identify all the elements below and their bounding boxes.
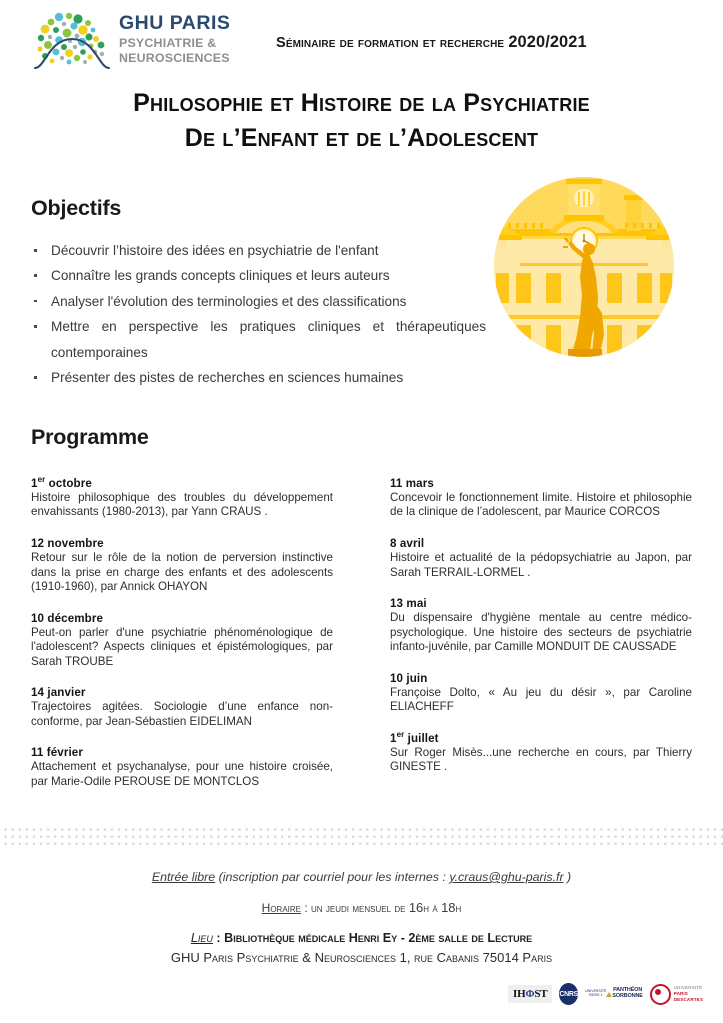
programme-entry-description: Histoire philosophique des troubles du développement envahissants (1980-2013), par Yann CRAUS . (31, 490, 333, 519)
horaire-text-b: à (429, 901, 442, 915)
poster-header (0, 0, 723, 82)
programme-entry (31, 744, 333, 789)
programme-entry-date: 8 avril (390, 536, 425, 550)
programme-entry-date: 12 novembre (31, 536, 104, 550)
entree-libre-label: Entrée libre (151, 870, 216, 884)
descartes-line2: PARIS (673, 991, 688, 997)
sainte-anne-building-photo (494, 177, 674, 357)
page-title-line2: De l’Enfant et de l’Adolescent (184, 124, 539, 152)
partner-logos (508, 979, 703, 1009)
programme-entry-description: Peut-on parler d'une psychiatrie phénoménologique de l'adolescent? Aspects cliniques et épistémologiques, par Sarah TROUBE (31, 625, 333, 668)
logo-subtitle-line2: NEUROSCIENCES (119, 51, 230, 66)
descartes-wordmark (674, 985, 703, 1003)
horaire-start-h: h (423, 901, 430, 915)
list-item: Présenter des pistes de recherches en sciences humaines (31, 365, 486, 390)
entree-text-after: ) (563, 870, 572, 884)
ihpst-label-b: ST (534, 988, 548, 1000)
list-item: Analyser l'évolution des terminologies et des classifications (31, 289, 486, 314)
programme-entry-description: Attachement et psychanalyse, pour une histoire croisée, par Marie-Odile PEROUSE DE MONTCLOS (31, 760, 333, 788)
cnrs-label: CNRS (559, 990, 579, 998)
programme-entry (390, 595, 692, 655)
logo-title: GHU PARIS (119, 12, 231, 34)
footer-address: GHU Paris Psychiatrie & Neurosciences 1, rue Cabanis 75014 Paris (170, 950, 553, 965)
logo-subtitle (119, 36, 249, 65)
programme-heading: Programme (31, 425, 149, 449)
programme-entry (390, 535, 692, 580)
seminar-line (276, 33, 696, 52)
programme-entry (31, 535, 333, 595)
footer-lieu-line (0, 931, 723, 945)
ghu-paris-logo (33, 11, 245, 75)
entree-text-before: (inscription par courriel pour les internes : (215, 870, 450, 884)
programme-entry-date: 11 mars (390, 476, 434, 490)
programme-entry (31, 475, 333, 520)
footer-entree-line (0, 870, 723, 884)
descartes-line1: UNIVERSITÉ (673, 985, 703, 991)
programme-entry (390, 475, 692, 520)
ghu-logo-wordmark (119, 13, 249, 66)
contact-email-link[interactable]: y.craus@ghu-paris.fr (449, 870, 564, 884)
horaire-text-a: un jeudi mensuel de (311, 901, 409, 915)
ghu-dots-curve-icon (33, 11, 111, 73)
lieu-label: Lieu (190, 931, 213, 945)
programme-entry-description: Françoise Dolto, « Au jeu du désir », par Caroline ELIACHEFF (390, 685, 692, 714)
seminar-label: Séminaire de formation et recherche (276, 35, 509, 51)
lieu-value: Bibliothèque médicale Henri Ey - 2ème salle de Lecture (224, 931, 533, 945)
page-title (0, 86, 723, 156)
sorbonne-main-label: PANTHÉON SORBONNE (612, 987, 643, 999)
list-item: Mettre en perspective les pratiques cliniques et thérapeutiques contemporaines (31, 314, 486, 365)
programme-entry (390, 670, 692, 715)
logo-subtitle-line1: PSYCHIATRIE & (119, 36, 217, 51)
programme-entry-description: Trajectoires agitées. Sociologie d’une enfance non-conforme, par Jean-Sébastien EIDELIMAN (31, 700, 333, 728)
footer-horaire-line (0, 900, 723, 915)
programme-entry-date: 14 janvier (31, 686, 86, 700)
programme-entry-date: 13 mai (390, 596, 427, 610)
cnrs-logo (559, 983, 578, 1005)
programme-entry-description: Sur Roger Misès...une recherche en cours, par Thierry GINESTE . (390, 745, 692, 774)
programme-entry (31, 610, 333, 670)
programme-entry-description: Concevoir le fonctionnement limite. Histoire et philosophie de la clinique de l’adolescent, par Maurice CORCOS (390, 490, 692, 519)
programme-entry-date: 11 février (31, 746, 83, 760)
horaire-label: Horaire (261, 901, 301, 915)
horaire-separator: : (301, 901, 312, 915)
programme-entry-date: 1er juillet (390, 729, 439, 745)
page-title-line1: Philosophie et Histoire de la Psychiatrie (133, 89, 590, 117)
lieu-separator: : (212, 931, 225, 945)
seminar-year: 2020/2021 (508, 33, 587, 51)
programme-right-column (390, 475, 692, 790)
programme-entry-date: 10 juin (390, 671, 428, 685)
list-item: Découvrir l’histoire des idées en psychiatrie de l'enfant (31, 238, 486, 263)
programme-entry-description: Retour sur le rôle de la notion de perversion instinctive dans la prise en charge des enfants et des adolescents (1910-1960), par Annick OHAYON (31, 550, 333, 594)
objectifs-heading: Objectifs (31, 196, 122, 220)
programme-entry-date: 10 décembre (31, 611, 103, 625)
ihpst-phi-icon: Φ (525, 988, 535, 1000)
horaire-start-time: 16 (408, 900, 424, 915)
list-item: Connaître les grands concepts cliniques et leurs auteurs (31, 263, 486, 288)
pantheon-sorbonne-logo (585, 988, 643, 1000)
objectifs-list (31, 238, 486, 390)
dotted-divider (0, 824, 723, 846)
programme-left-column (31, 475, 333, 804)
poster-footer (0, 870, 723, 965)
universite-paris-descartes-logo (650, 984, 703, 1005)
ihpst-label-a: IH (513, 988, 526, 1000)
programme-entry-date: 1er octobre (31, 475, 92, 490)
ihpst-logo (508, 985, 552, 1003)
horaire-end-time: 18 (441, 900, 456, 915)
programme-entry (390, 730, 692, 775)
programme-entry (31, 684, 333, 729)
descartes-line3: DESCARTES (673, 996, 703, 1002)
horaire-end-h: h (455, 901, 462, 915)
programme-entry-description: Du dispensaire d'hygiène mentale au centre médico-psychologique. Une histoire des secteurs de psychiatrie infanto-juvénile, par Camille MONDUIT DE CAUSSADE (390, 610, 692, 654)
programme-entry-description: Histoire et actualité de la pédopsychiatrie au Japon, par Sarah TERRAIL-LORMEL . (390, 550, 692, 579)
sorbonne-top-label: UNIVERSITÉ PARIS 1 (585, 989, 607, 997)
descartes-seal-icon (650, 984, 671, 1005)
